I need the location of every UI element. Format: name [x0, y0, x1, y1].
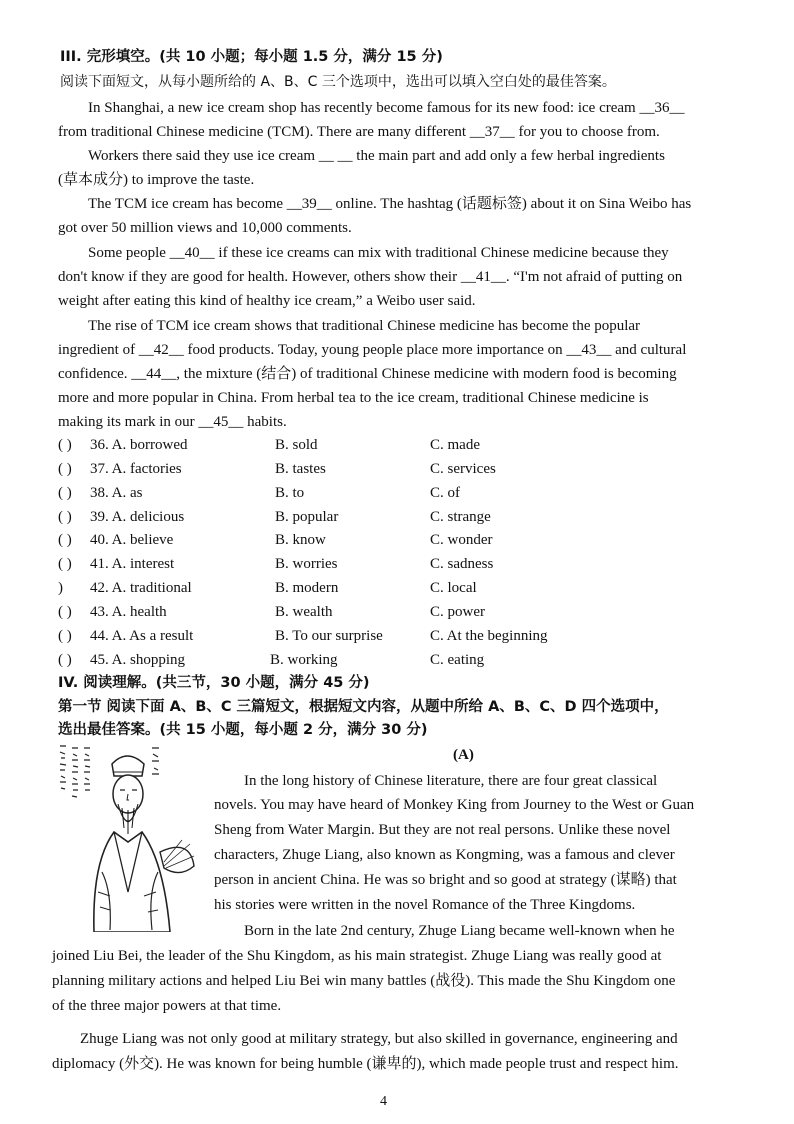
passage-a-line: his stories were written in the novel Romance of the Three Kingdoms.	[214, 897, 636, 913]
question-option-a: 38. A. as	[90, 485, 143, 501]
question-option-a: 41. A. interest	[90, 556, 175, 572]
passage-a-line: of the three major powers at that time.	[52, 998, 282, 1014]
answer-blank[interactable]: ( )	[58, 604, 72, 620]
question-option-c: C. eating	[430, 652, 485, 668]
question-option-a: 36. A. borrowed	[90, 437, 188, 453]
answer-blank[interactable]: ( )	[58, 437, 72, 453]
section4-subheading-cont: 选出最佳答案。(共 15 小题，每小题 2 分，满分 30 分)	[58, 722, 428, 738]
question-option-c: C. At the beginning	[430, 628, 548, 644]
question-option-c: C. made	[430, 437, 480, 453]
question-option-c: C. sadness	[430, 556, 494, 572]
answer-blank[interactable]: ( )	[58, 652, 72, 668]
passage-a-line: Born in the late 2nd century, Zhuge Liang became well-known when he	[244, 923, 675, 939]
passage-line: ingredient of __42__ food products. Today, young people place more importance on __43__ and cultural	[58, 342, 687, 358]
passage-a-line: joined Liu Bei, the leader of the Shu Kingdom, as his main strategist. Zhuge Liang was really good at	[52, 948, 662, 964]
zhuge-liang-portrait	[52, 742, 202, 932]
question-option-b: B. working	[270, 652, 338, 668]
passage-line: from traditional Chinese medicine (TCM). There are many different __37__ for you to choose from.	[58, 124, 660, 140]
page-number: 4	[380, 1094, 387, 1109]
passage-a-line: planning military actions and helped Liu Bei win many battles (战役). This made the Shu Kingdom one	[52, 973, 676, 989]
passage-line: The TCM ice cream has become __39__ online. The hashtag (话题标签) about it on Sina Weibo has	[88, 196, 692, 212]
question-option-a: 40. A. believe	[90, 532, 174, 548]
answer-blank[interactable]: ( )	[58, 461, 72, 477]
passage-line: weight after eating this kind of healthy ice cream,” a Weibo user said.	[58, 293, 476, 309]
question-option-a: 39. A. delicious	[90, 509, 185, 525]
question-option-b: B. popular	[275, 509, 339, 525]
passage-line: confidence. __44__, the mixture (结合) of traditional Chinese medicine with modern food is becoming	[58, 366, 677, 382]
answer-blank[interactable]: ( )	[58, 509, 72, 525]
question-option-b: B. sold	[275, 437, 318, 453]
question-option-b: B. modern	[275, 580, 339, 596]
passage-line: Some people __40__ if these ice creams can mix with traditional Chinese medicine because they	[88, 245, 669, 261]
question-option-c: C. power	[430, 604, 485, 620]
section4-subheading: 第一节 阅读下面 A、B、C 三篇短文，根据短文内容，从题中所给 A、B、C、D 四个选项中，	[58, 699, 669, 715]
passage-line: more and more popular in China. From herbal tea to the ice cream, traditional Chinese medicine is	[58, 390, 649, 406]
answer-blank[interactable]: ( )	[58, 532, 72, 548]
answer-blank[interactable]: ( )	[58, 628, 72, 644]
question-option-a: 43. A. health	[90, 604, 167, 620]
answer-blank[interactable]: ( )	[58, 485, 72, 501]
question-option-b: B. tastes	[275, 461, 326, 477]
question-option-c: C. strange	[430, 509, 491, 525]
question-option-b: B. to	[275, 485, 305, 501]
question-option-a: 44. A. As a result	[90, 628, 194, 644]
passage-a-line: Sheng from Water Margin. But they are not real persons. Unlike these novel	[214, 822, 671, 838]
passage-line: The rise of TCM ice cream shows that traditional Chinese medicine has become the popular	[88, 318, 641, 334]
passage-line: got over 50 million views and 10,000 comments.	[58, 220, 352, 236]
section4-heading: IV. 阅读理解。(共三节，30 小题，满分 45 分)	[58, 675, 370, 691]
passage-line: Workers there said they use ice cream __ __ the main part and add only a few herbal ingredients	[88, 148, 665, 164]
passage-line: making its mark in our __45__ habits.	[58, 414, 287, 430]
question-option-b: B. To our surprise	[275, 628, 383, 644]
passage-a-line: person in ancient China. He was so bright and so good at strategy (谋略) that	[214, 872, 677, 888]
question-option-b: B. know	[275, 532, 326, 548]
passage-a-line: diplomacy (外交). He was known for being humble (谦卑的), which made people trust and respect him.	[52, 1056, 679, 1072]
passage-a-line: novels. You may have heard of Monkey King from Journey to the West or Guan	[214, 797, 695, 813]
question-option-a: 37. A. factories	[90, 461, 182, 477]
answer-blank[interactable]: ( )	[58, 556, 72, 572]
section3-heading: III. 完形填空。(共 10 小题；每小题 1.5 分，满分 15 分)	[60, 49, 443, 65]
question-option-c: C. services	[430, 461, 496, 477]
question-option-c: C. local	[430, 580, 477, 596]
answer-blank[interactable]: )	[58, 580, 63, 596]
passage-a-line: In the long history of Chinese literature, there are four great classical	[244, 773, 658, 789]
passage-line: (草本成分) to improve the taste.	[58, 172, 255, 188]
question-option-c: C. of	[430, 485, 460, 501]
question-option-a: 42. A. traditional	[90, 580, 192, 596]
passage-a-line: Zhuge Liang was not only good at military strategy, but also skilled in governance, engineering and	[80, 1031, 678, 1047]
section3-instruction: 阅读下面短文，从每小题所给的 A、B、C 三个选项中，选出可以填入空白处的最佳答案。	[60, 74, 616, 90]
question-option-c: C. wonder	[430, 532, 493, 548]
passage-a-line: characters, Zhuge Liang, also known as Kongming, was a famous and clever	[214, 847, 675, 863]
question-option-b: B. wealth	[275, 604, 333, 620]
passage-line: In Shanghai, a new ice cream shop has recently become famous for its new food: ice cream __36__	[88, 100, 685, 116]
passage-a-title: (A)	[453, 747, 474, 763]
question-option-a: 45. A. shopping	[90, 652, 186, 668]
passage-line: don't know if they are good for health. However, others show their __41__. “I'm not afraid of putting on	[58, 269, 683, 285]
question-option-b: B. worries	[275, 556, 338, 572]
